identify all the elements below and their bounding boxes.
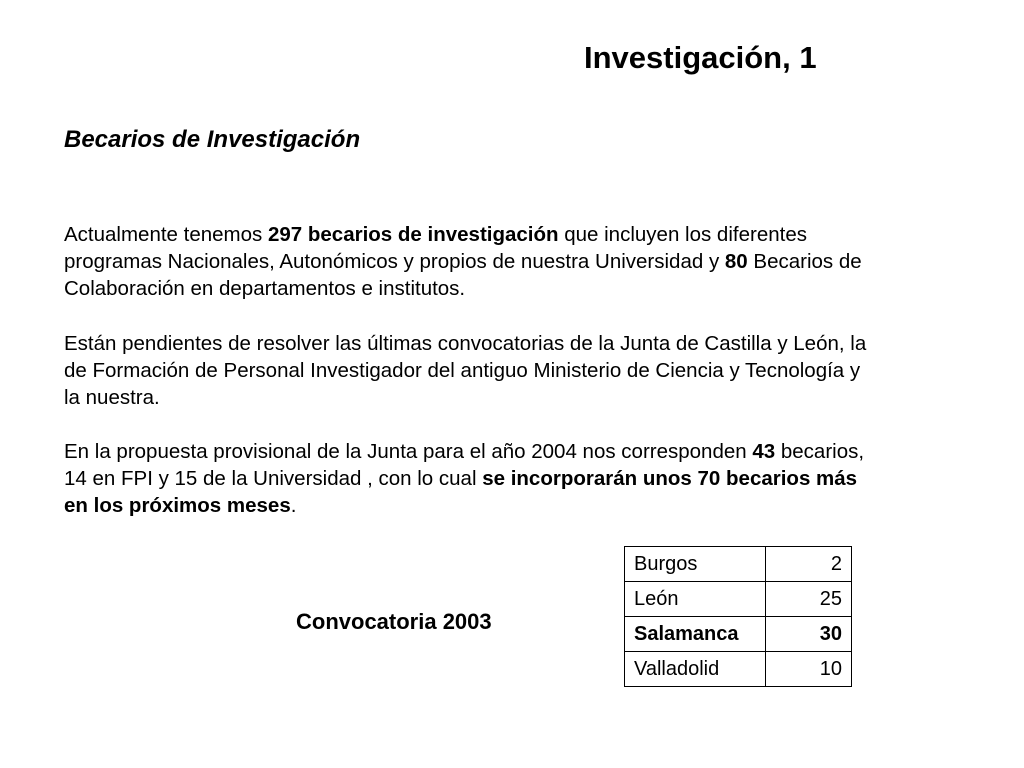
value-cell: 2 [766,547,852,582]
value-cell: 10 [766,652,852,687]
city-cell: Salamanca [625,617,766,652]
text-run-bold: 297 becarios de investigación [267,223,559,246]
text-run-bold: 80 [724,250,748,273]
paragraph-line [64,248,964,275]
becarios-by-city-table [624,546,852,687]
text-run: becarios, [775,440,865,463]
paragraph-pending-calls [64,330,964,411]
paragraph-proposal-2004 [64,438,964,519]
text-run-bold: en los próximos meses [64,494,291,517]
table-row [625,652,852,687]
text-run: En la propuesta provisional de la Junta para el año 2004 nos corresponden [64,440,753,463]
paragraph-line [64,465,964,492]
paragraph-line: Colaboración en departamentos e institutos. [64,277,466,300]
section-heading: Becarios de Investigación [64,126,361,153]
city-cell: León [625,582,766,617]
paragraph-line [64,438,964,465]
table-row [625,582,852,617]
paragraph-line: la nuestra. [64,386,160,409]
paragraph-line [64,221,964,248]
text-run: . [290,494,297,517]
slide-title: Investigación, 1 [584,40,817,75]
text-run: que incluyen los diferentes [558,223,807,246]
text-run: Becarios de [747,250,862,273]
value-cell: 25 [766,582,852,617]
table-caption: Convocatoria 2003 [296,609,492,634]
text-run: programas Nacionales, Autonómicos y propios de nuestra Universidad y [64,250,725,273]
paragraph-becarios-count [64,221,964,302]
paragraph-line: de Formación de Personal Investigador del antiguo Ministerio de Ciencia y Tecnología y [64,359,861,382]
city-cell: Burgos [625,547,766,582]
table-row-highlighted [625,617,852,652]
text-run: Actualmente tenemos [64,223,268,246]
value-cell: 30 [766,617,852,652]
paragraph-line: Están pendientes de resolver las últimas convocatorias de la Junta de Castilla y León, la [64,332,867,355]
text-run-bold: 43 [752,440,776,463]
table-row [625,547,852,582]
paragraph-line [64,492,964,519]
text-run-bold: se incorporarán unos 70 becarios más [482,467,858,490]
city-cell: Valladolid [625,652,766,687]
text-run: 14 en FPI y 15 de la Universidad , con lo cual [64,467,483,490]
